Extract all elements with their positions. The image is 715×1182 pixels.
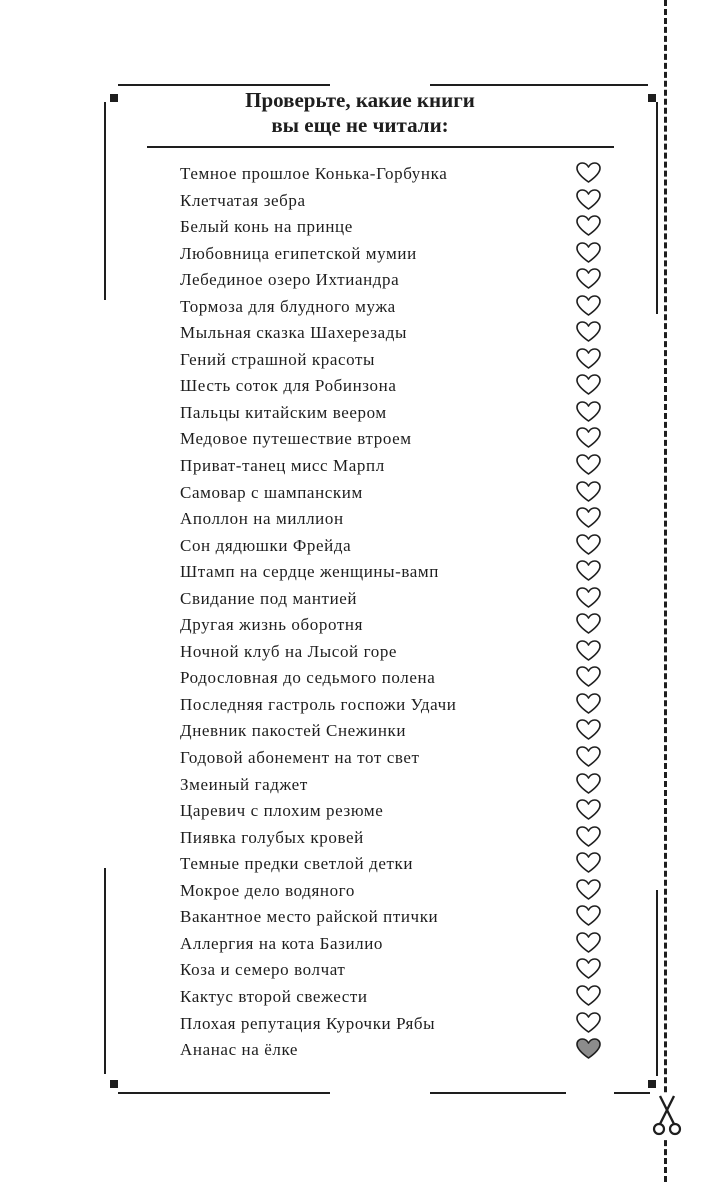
book-row [180,320,612,347]
frame-left-top-line [104,102,106,300]
book-title: Штамп на сердце женщины-вамп [180,562,439,582]
book-row [180,984,612,1011]
book-row [180,745,612,772]
book-row [180,453,612,480]
heart-outline-icon[interactable] [576,374,601,396]
frame-corner-top-left [110,94,118,102]
book-row [180,878,612,905]
book-row [180,718,612,745]
book-title: Гений страшной красоты [180,349,376,369]
book-list [180,161,612,1064]
heart-outline-icon[interactable] [576,719,601,741]
book-row [180,931,612,958]
heart-outline-icon[interactable] [576,640,601,662]
book-title: Ананас на ёлке [180,1040,299,1060]
book-title: Свидание под мантией [180,588,358,608]
heart-outline-icon[interactable] [576,295,601,317]
heart-outline-icon[interactable] [576,481,601,503]
cut-line [664,0,667,1182]
book-title: Годовой абонемент на тот свет [180,748,420,768]
book-row [180,400,612,427]
heart-outline-icon[interactable] [576,932,601,954]
book-title: Плохая репутация Курочки Рябы [180,1013,436,1033]
frame-corner-top-right [648,94,656,102]
book-row [180,241,612,268]
heart-outline-icon[interactable] [576,427,601,449]
frame-right-bottom-line [656,890,658,1076]
book-title: Пальцы китайским веером [180,402,387,422]
heart-outline-icon[interactable] [576,905,601,927]
book-row [180,612,612,639]
book-row [180,586,612,613]
book-title: Медовое путешествие втроем [180,429,412,449]
frame-bottom-right-line [430,1092,566,1094]
book-row [180,506,612,533]
frame-corner-bottom-right [648,1080,656,1088]
book-row [180,161,612,188]
book-title: Змеиный гаджет [180,774,308,794]
scissors-icon [652,1094,682,1138]
book-title: Темные предки светлой детки [180,854,414,874]
book-title: Царевич с плохим резюме [180,801,384,821]
frame-bottom-right-short-line [614,1092,650,1094]
book-row [180,214,612,241]
heart-outline-icon[interactable] [576,985,601,1007]
book-row [180,373,612,400]
frame-top-right-line [430,84,648,86]
book-row [180,188,612,215]
heart-outline-icon[interactable] [576,560,601,582]
frame-right-top-line [656,102,658,314]
book-row [180,665,612,692]
book-title: Белый конь на принце [180,217,353,237]
book-row [180,480,612,507]
heading-divider [147,146,614,148]
book-title: Последняя гастроль госпожи Удачи [180,694,457,714]
book-row [180,559,612,586]
book-title: Другая жизнь оборотня [180,615,363,635]
book-title: Тормоза для блудного мужа [180,296,396,316]
heart-outline-icon[interactable] [576,454,601,476]
book-title: Клетчатая зебра [180,190,306,210]
book-title: Шесть соток для Робинзона [180,376,397,396]
frame-corner-bottom-left [110,1080,118,1088]
frame-left-bottom-line [104,868,106,1074]
book-title: Лебединое озеро Ихтиандра [180,270,400,290]
book-title: Родословная до седьмого полена [180,668,436,688]
book-title: Самовар с шампанским [180,482,363,502]
heart-outline-icon[interactable] [576,852,601,874]
book-title: Пиявка голубых кровей [180,827,364,847]
heart-outline-icon[interactable] [576,958,601,980]
book-row [180,1011,612,1038]
book-row [180,957,612,984]
book-row [180,772,612,799]
heart-outline-icon[interactable] [576,773,601,795]
heart-outline-icon[interactable] [576,693,601,715]
book-row [180,1037,612,1064]
heart-outline-icon[interactable] [576,507,601,529]
book-row [180,267,612,294]
book-row [180,825,612,852]
book-title: Мыльная сказка Шахерезады [180,323,407,343]
book-title: Темное прошлое Конька-Горбунка [180,164,448,183]
book-row [180,294,612,321]
book-row [180,533,612,560]
heart-outline-icon[interactable] [576,401,601,423]
book-title: Сон дядюшки Фрейда [180,535,352,555]
book-title: Кактус второй свежести [180,986,368,1006]
heart-outline-icon[interactable] [576,799,601,821]
book-row [180,426,612,453]
heart-filled-icon[interactable] [576,1038,601,1060]
heart-outline-icon[interactable] [576,215,601,237]
heart-outline-icon[interactable] [576,826,601,848]
book-title: Аллергия на кота Базилио [180,933,384,953]
heart-outline-icon[interactable] [576,189,601,211]
heart-outline-icon[interactable] [576,746,601,768]
book-title: Приват-танец мисс Марпл [180,456,385,476]
book-row [180,904,612,931]
book-row [180,798,612,825]
heart-outline-icon[interactable] [576,587,601,609]
heart-outline-icon[interactable] [576,879,601,901]
book-row [180,851,612,878]
book-title: Любовница египетской мумии [180,243,417,263]
book-title: Аполлон на миллион [180,509,344,529]
page-title-line-2: вы еще не читали: [271,113,449,137]
heart-outline-icon[interactable] [576,666,601,688]
heart-outline-icon[interactable] [576,321,601,343]
frame-bottom-left-line [118,1092,330,1094]
book-title: Дневник пакостей Снежинки [180,721,407,741]
heart-outline-icon[interactable] [576,162,601,184]
heart-outline-icon[interactable] [576,534,601,556]
heart-outline-icon[interactable] [576,1012,601,1034]
book-title: Ночной клуб на Лысой горе [180,641,398,661]
book-title: Вакантное место райской птички [180,907,439,927]
book-row [180,692,612,719]
frame-top-left-line [118,84,330,86]
book-row [180,347,612,374]
heart-outline-icon[interactable] [576,613,601,635]
book-title: Коза и семеро волчат [180,960,346,980]
book-title: Мокрое дело водяного [180,880,355,900]
book-row [180,639,612,666]
heart-outline-icon[interactable] [576,268,601,290]
heart-outline-icon[interactable] [576,348,601,370]
page-title [160,88,560,138]
page-title-line-1: Проверьте, какие книги [245,88,475,112]
heart-outline-icon[interactable] [576,242,601,264]
